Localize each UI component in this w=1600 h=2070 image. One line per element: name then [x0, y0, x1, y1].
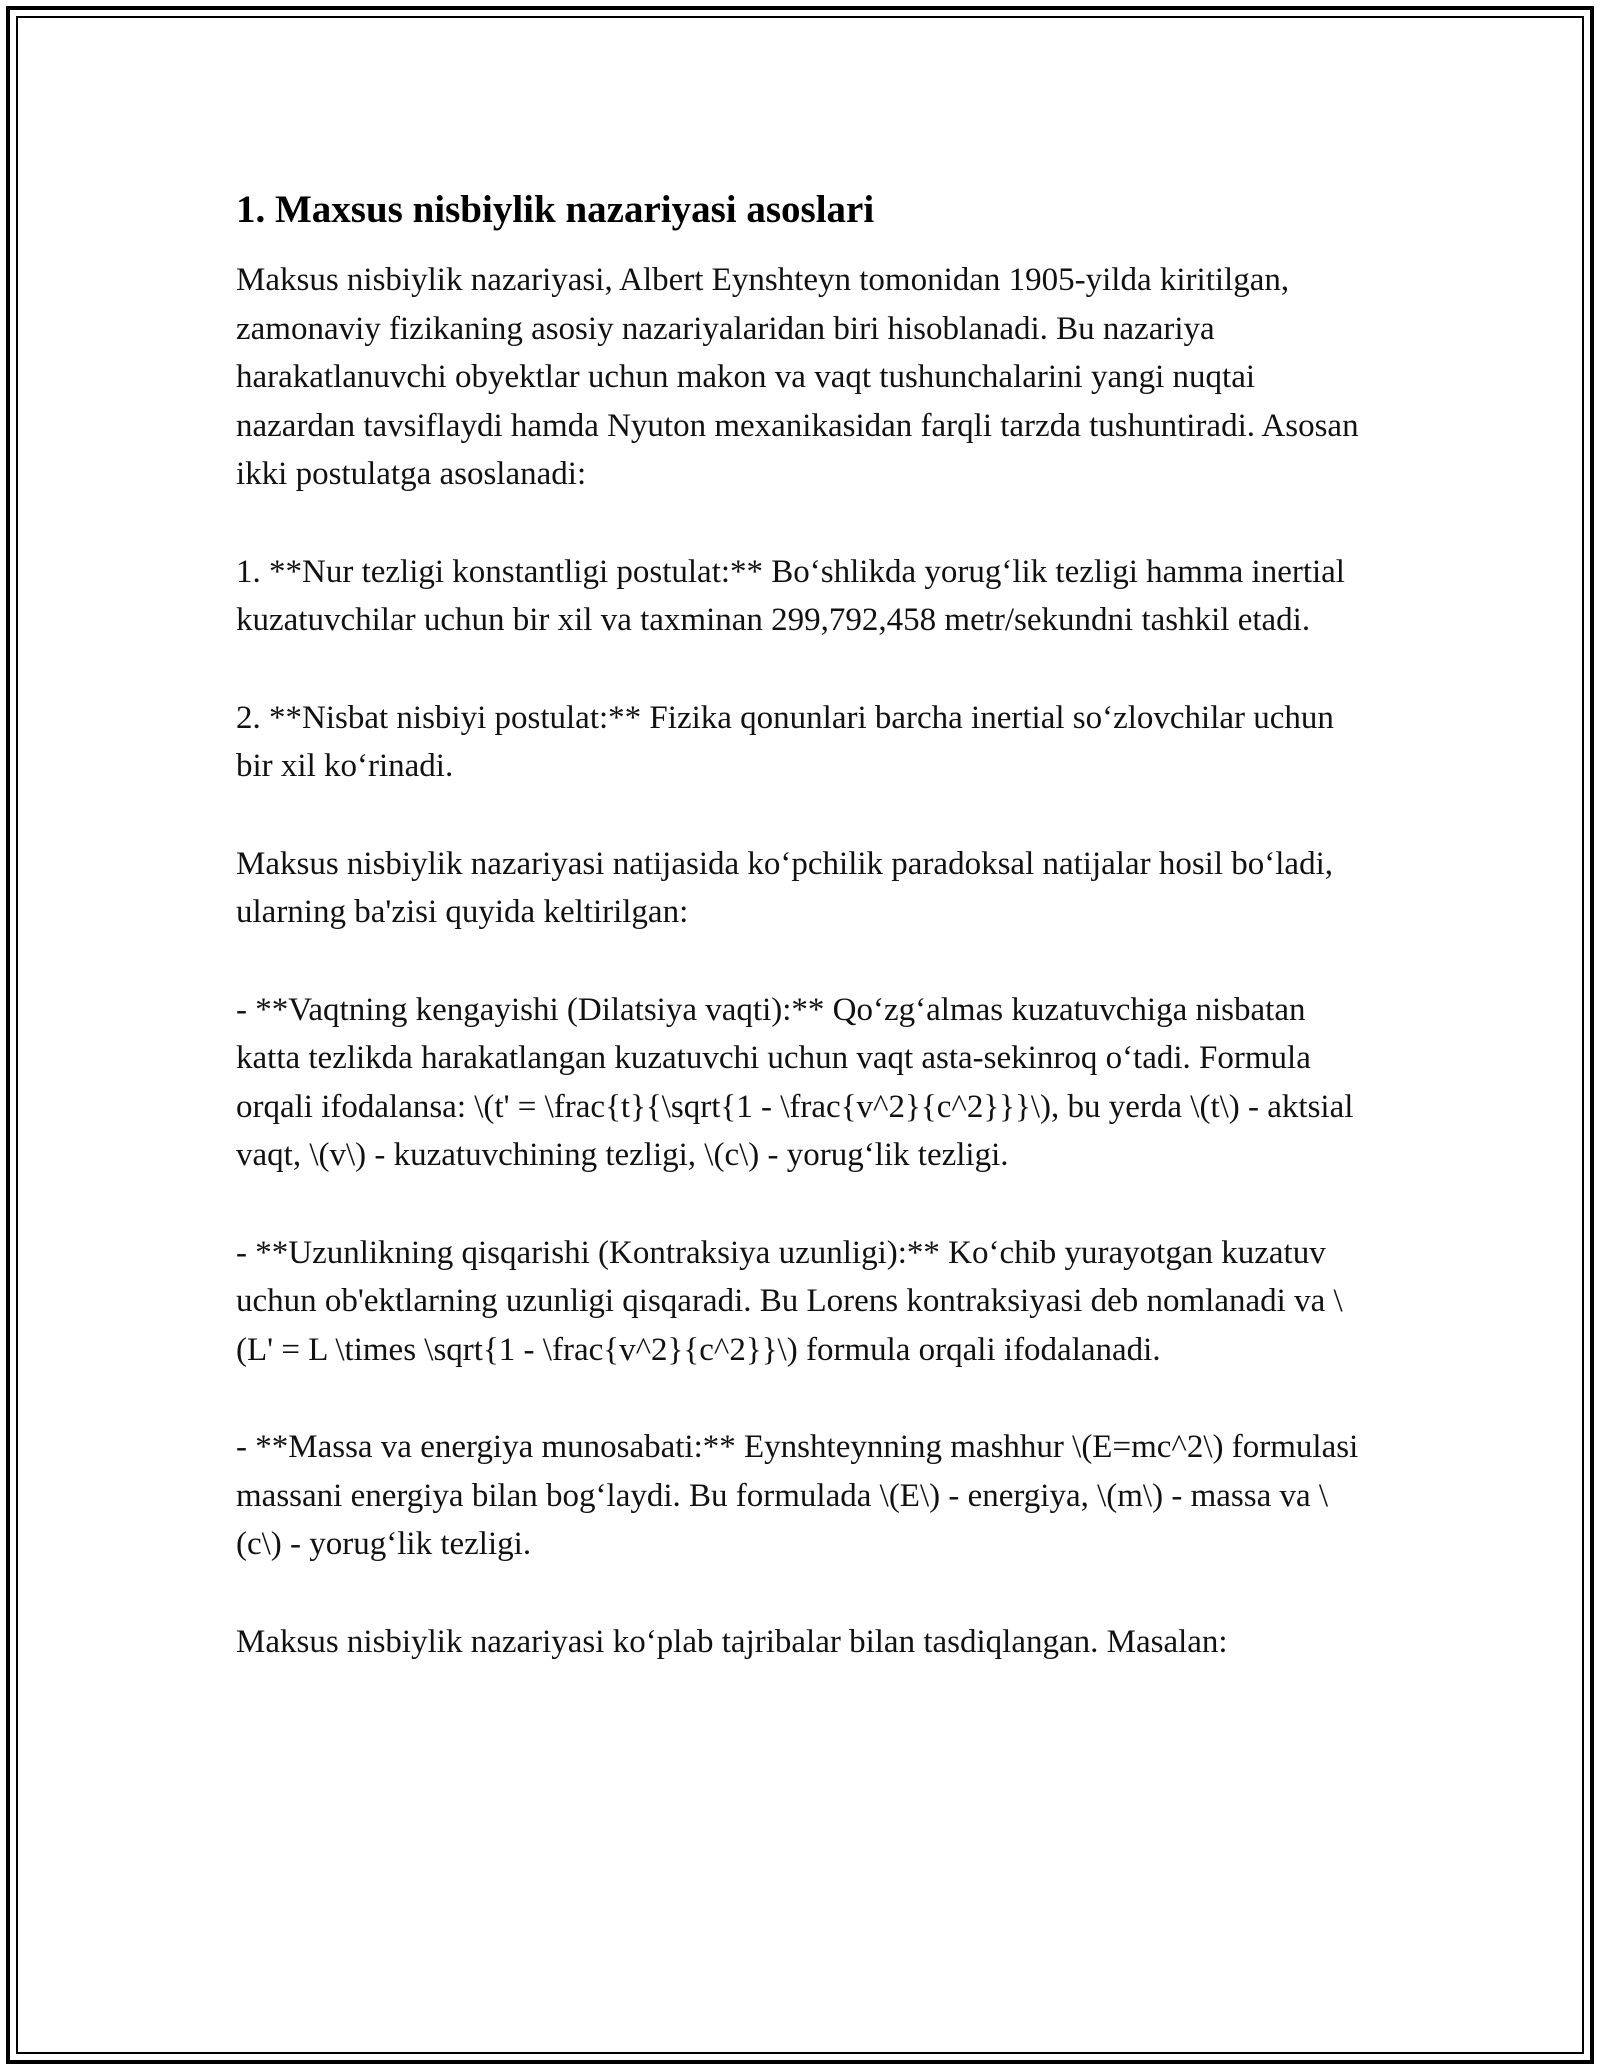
- length-contraction-paragraph: - **Uzunlikning qisqarishi (Kontraksiya uzunligi):** Ko‘chib yurayotgan kuzatuv uchun ob'ektlarning uzunligi qisqaradi. Bu Lorens kontraksiyasi deb nomlanadi va \(L' = L \times \sqrt{1 - \frac{v^2}{c^2}}\) formula orqali ifodalanadi.: [236, 1234, 1343, 1368]
- mass-energy-paragraph: - **Massa va energiya munosabati:** Eynshteynning mashhur \(E=mc^2\) formulasi massani energiya bilan bog‘laydi. Bu formulada \(E\) - energiya, \(m\) - massa va \(c\) - yorug‘lik tezligi.: [236, 1429, 1359, 1562]
- experiments-paragraph: Maksus nisbiylik nazariyasi ko‘plab tajribalar bilan tasdiqlangan. Masalan:: [236, 1623, 1228, 1660]
- intro-paragraph: Maksus nisbiylik nazariyasi, Albert Eynshteyn tomonidan 1905-yilda kiritilgan, zamonaviy fizikaning asosiy nazariyalaridan biri hisoblanadi. Bu nazariya harakatlanuvchi obyektlar uchun makon va vaqt tushunchalarini yangi nuqtai nazardan tavsiflaydi hamda Nyuton mexanikasidan farqli tarzda tushuntiradi. Asosan ikki postulatga asoslanadi:: [236, 262, 1359, 492]
- section-heading: 1. Maxsus nisbiylik nazariyasi asoslari: [236, 188, 875, 231]
- document-body: [236, 186, 1371, 1715]
- consequences-intro-paragraph: Maksus nisbiylik nazariyasi natijasida ko‘pchilik paradoksal natijalar hosil bo‘ladi, ularning ba'zisi quyida keltirilgan:: [236, 845, 1333, 930]
- time-dilation-paragraph: - **Vaqtning kengayishi (Dilatsiya vaqti):** Qo‘zg‘almas kuzatuvchiga nisbatan katta tezlikda harakatlangan kuzatuvchi uchun vaqt asta-sekinroq o‘tadi. Formula orqali ifodalansa: \(t' = \frac{t}{\sqrt{1 - \frac{v^2}{c^2}}}\), bu yerda \(t\) - aktsial vaqt, \(v\) - kuzatuvchining tezligi, \(c\) - yorug‘lik tezligi.: [236, 991, 1354, 1173]
- postulate-2-paragraph: 2. **Nisbat nisbiyi postulat:** Fizika qonunlari barcha inertial so‘zlovchilar uchun bir xil ko‘rinadi.: [236, 699, 1334, 784]
- postulate-1-paragraph: 1. **Nur tezligi konstantligi postulat:** Bo‘shlikda yorug‘lik tezligi hamma inertial kuzatuvchilar uchun bir xil va taxminan 299,792,458 metr/sekundni tashkil etadi.: [236, 553, 1345, 638]
